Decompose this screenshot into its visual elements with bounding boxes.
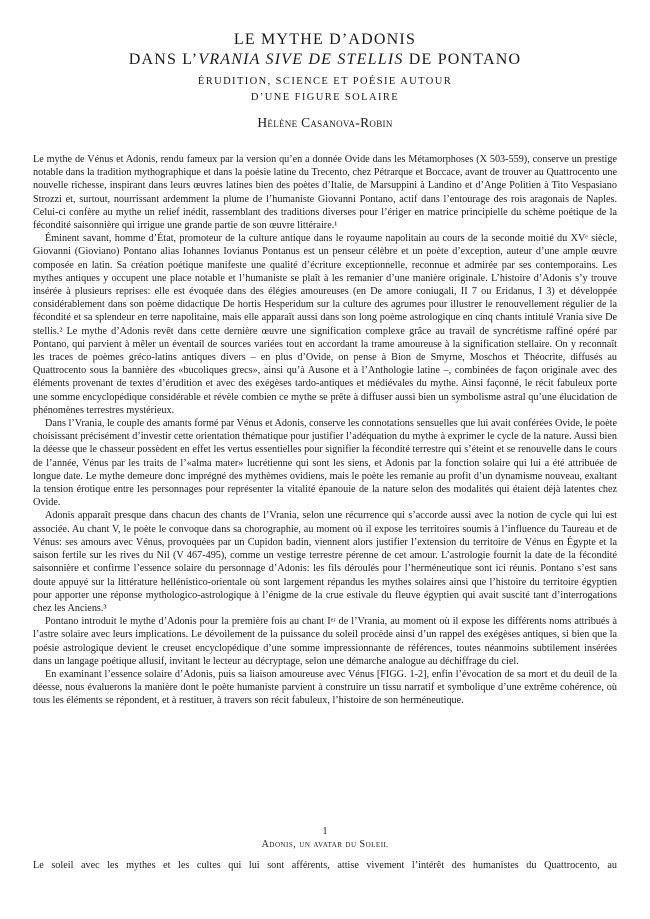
paragraph-4: Adonis apparaît presque dans chacun des chants de l’Vrania, selon une récurrence qui s’accorde aussi avec la notion de cycle qui lui est associée. Au chant V, le poète le convoque dans sa chorographie, au moment où il expose les territoires soumis à l’influence du Taureau et de Vénus: ses amours avec Vénus, provoquées par un Cupidon badin, viennent alors justifier l’extension du territoire de Vénus en Égypte et la saison fertile sur les rives du Nil (V 467-495), comme un vestige terrestre pérenne de cet amour. L’astrologie fournit la date de la fécondité saisonnière et confirme l’essence solaire du personnage d’Adonis: les fils déroulés pour l’herméneutique sont ici réunis. Pontano s’est sans doute appuyé sur la littérature hellénistico-orientale où sont largement répandus les mythes solaires ainsi que l’histoire du territoire égyptien pour apporter une réponse mythologico-astrologique à l’énigme de la crue estivale du fleuve égyptien qui avait suscité tant d’interrogations chez les Anciens.³ <box>33 510 617 614</box>
section-first-line: Le soleil avec les mythes et les cultes qui lui sont afférents, attise vivement l’intérêt des humanistes du Quattrocento, au <box>33 860 617 871</box>
article-title-line-1: LE MYTHE D’ADONIS <box>233 31 417 48</box>
author-name: Hélène Casanova-Robin <box>257 115 393 130</box>
paragraph-6: En examinant l’essence solaire d’Adonis, puis sa liaison amoureuse avec Vénus [FIGG. 1-2], enfin l’évocation de sa mort et du deuil de la déesse, nous évaluerons la manière dont le poète humaniste parvient à construire un tissu narratif et symbolique d’une extrême cohérence, où tous les éléments se répondent, et à restituer, à travers son récit fabuleux, l’histoire de son herméneutique. <box>33 668 617 707</box>
paragraph-5: Pontano introduit le mythe d’Adonis pour la première fois au chant Iᵉʳ de l’Vrania, au moment où il expose les différents noms attribués à l’astre solaire avec leurs implications. Le dévoilement de la puissance du soleil procède ainsi d’un rappel des exégèses antiques, si bien que la poésie astrologique devient le creuset encyclopédique d’une somme impressionnante de références, toutes néanmoins subtilement insérées dans un langage poétique allusif, invitant le lecteur au décryptage, selon une démarche analogue au déchiffrage du ciel. <box>33 616 617 667</box>
title-part-c: DE PONTANO <box>403 51 522 68</box>
section-title: Adonis, un avatar du Soleil <box>261 839 389 850</box>
paragraph-2: Éminent savant, homme d’État, promoteur de la culture antique dans le royaume napolitain au cours de la seconde moitié du XVᵉ siècle, Giovanni (Gioviano) Pontano alias Iohannes Iovianus Pontanus est un penseur célèbre et un poète d’exception, auteur d’une ample œuvre composée en latin. Sa création poétique manifeste une qualité d’écriture exceptionnelle, reconnue et admirée par ses contemporains. Les mythes antiques y occupent une place notable et l’humaniste se plaît à les remanier d’une manière originale. L’histoire d’Adonis s’y trouve insérée à plusieurs reprises: elle est évoquée dans des élégies amoureuses (en De amore coniugali, II 7 ou Eridanus, I 3) et développée considérablement dans son poème didactique De hortis Hesperidum sur la culture des agrumes pour illustrer le renouvellement régulier de la fécondité et sa splendeur en terre napolitaine, mais elle apparaît aussi dans son long poème astrologique en cinq chants intitulé Vrania sive De stellis.² Le mythe d’Adonis revêt dans cette dernière œuvre une signification complexe grâce au travail de syncrétisme raffiné opéré par Pontano, qui parvient à mêler un éventail de sources variées tout en accordant la trame amoureuse à la signification stellaire. On y reconnaît les traces de poèmes gréco-latins antiques divers – en plus d’Ovide, on pense à Bion de Smyrne, Moschos et Théocrite, diffusés au Quattrocento sous la bannière des «bucoliques grecs», ainsi qu’à Ausone et à l’Anthologie latine –, combinées de façon originale avec des éléments provenant de textes d’érudition et avec des exégèses tardo-antiques et médiévales du mythe. Ainsi façonné, le récit fabuleux porte une somme encyclopédique considérable et révèle combien ce mythe se prête à diffuser aussi bien un symbolisme astral qu’une élucidation de phénomènes terrestres mystérieux. <box>33 233 617 416</box>
article-title-line-2 <box>0 50 650 69</box>
article-subtitle-line-1: ÉRUDITION, SCIENCE ET POÉSIE AUTOUR <box>197 76 453 87</box>
paragraph-1: Le mythe de Vénus et Adonis, rendu fameux par la version qu’en a donnée Ovide dans les Métamorphoses (X 503-559), conserve un prestige notable dans la tradition mythographique et dans la poésie latine du Trecento, chez Pétrarque et Boccace, avant de trouver au Quattrocento une nouvelle richesse, inspirant dans leurs œuvres latines bien des poètes d’Italie, de Marsuppini à Landino et d’Ange Politien à Tito Vespasiano Strozzi et, surtout, nourrissant ardemment la plume de l’humaniste Giovanni Pontano, actif dans l’entourage des rois aragonais de Naples. Celui-ci confère au mythe un relief inédit, rassemblant des traditions diverses pour l’ériger en matrice principielle du schème poétique de la fécondité saisonnière qui irrigue une grande partie de son œuvre littéraire.¹ <box>33 154 617 232</box>
title-italic-work: VRANIA SIVE DE STELLIS <box>198 51 404 68</box>
title-part-a: DANS L’ <box>128 51 199 68</box>
article-subtitle-line-2: D’UNE FIGURE SOLAIRE <box>250 92 400 103</box>
section-number: 1 <box>322 826 328 837</box>
article-header <box>0 30 650 131</box>
article-body <box>33 153 617 708</box>
paragraph-3: Dans l’Vrania, le couple des amants formé par Vénus et Adonis, conserve les connotations sensuelles que lui avait conférées Ovide, le poète choisissant précisément d’investir cette orientation thématique pour justifier l’adéquation du mythe à exprimer le cycle de la nature. Aussi bien la déesse que le chasseur possèdent en effet les vertus essentielles pour signifier la fécondité terrestre qui s’éteint et se renouvelle dans le cours de l’année, Vénus par les traits de l’«alma mater» lucrétienne qui sont les siens, et Adonis par la fonction solaire qui lui a été attribuée de longue date. Le mythe demeure donc imprégné des mythèmes ovidiens, mais le poète les remanie au profit d’un dynamisme nouveau, exaltant la tension érotique entre les personnages pour représenter la vitalité épanouie de la nature selon des modalités qui étaient déjà latentes chez Ovide. <box>33 418 617 509</box>
